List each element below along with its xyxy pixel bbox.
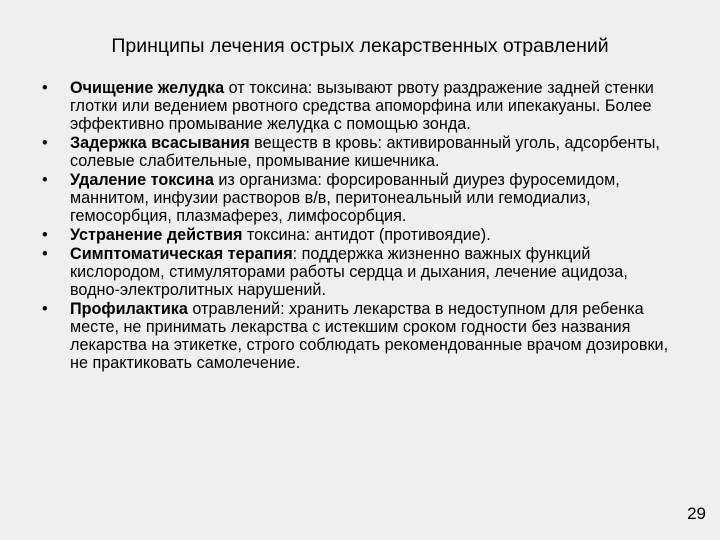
principles-list xyxy=(42,79,682,373)
item-text: от токсина: вызывают рвоту раздражение задней стенки глотки или ведением рвотного средства апоморфина или ипекакуаны. Более эффективно промывание желудка с помощью зонда. xyxy=(70,79,654,133)
bullet: • xyxy=(42,226,48,244)
slide-title: Принципы лечения острых лекарственных отравлений xyxy=(111,35,609,57)
item-term: Удаление токсина xyxy=(70,171,214,189)
list-item-prevention xyxy=(42,300,682,372)
page-number: 29 xyxy=(687,504,706,523)
item-term: Задержка всасывания xyxy=(70,134,250,152)
item-text: отравлений: хранить лекарства в недоступном для ребенка месте, не принимать лекарства с истекшим сроком годности без названия лекарства на этикетке, строго соблюдать рекомендованные врачом дозировки, не практиковать самолечение. xyxy=(70,300,669,372)
item-text: из организма: форсированный диурез фуросемидом, маннитом, инфузии растворов в/в, перитонеальный или гемодиализ, гемосорбция, плазмаферез, лимфосорбция. xyxy=(70,171,620,225)
item-text: токсина: антидот (противоядие). xyxy=(242,226,491,244)
bullet: • xyxy=(42,79,48,97)
bullet: • xyxy=(42,171,48,189)
bullet: • xyxy=(42,245,48,263)
list-item-toxin-removal xyxy=(42,171,682,225)
list-item-absorption-delay xyxy=(42,134,682,170)
item-term: Профилактика xyxy=(70,300,188,318)
list-item-action-elimination xyxy=(42,226,682,244)
bullet: • xyxy=(42,134,48,152)
item-term: Симптоматическая терапия xyxy=(70,245,293,263)
item-term: Устранение действия xyxy=(70,226,243,244)
item-text: веществ в кровь: активированный уголь, адсорбенты, солевые слабительные, промывание кишечника. xyxy=(70,134,660,170)
bullet: • xyxy=(42,300,48,318)
item-text: : поддержка жизненно важных функций кислородом, стимуляторами работы сердца и дыхания, лечение ацидоза, водно-электролитных нарушений. xyxy=(70,245,628,299)
list-item-symptomatic-therapy xyxy=(42,245,682,299)
item-term: Очищение желудка xyxy=(70,79,225,97)
list-item-stomach-cleansing xyxy=(42,79,682,133)
